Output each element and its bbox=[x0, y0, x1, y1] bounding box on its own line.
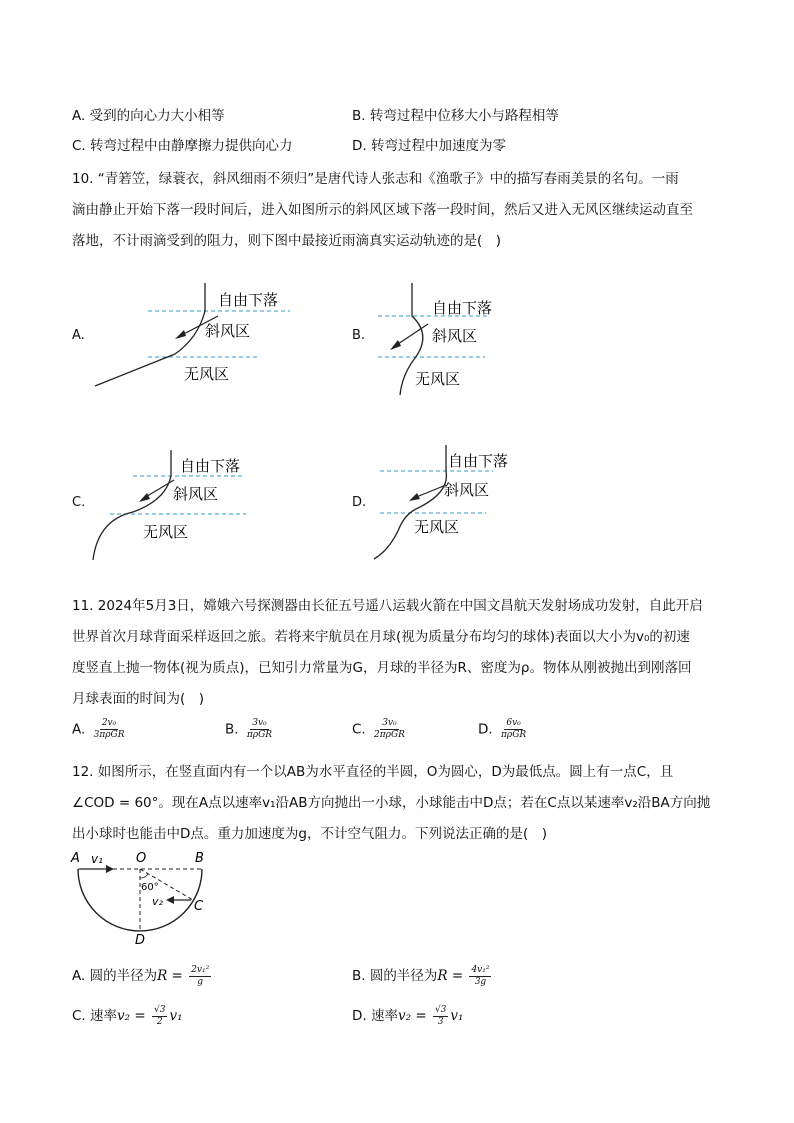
v1-label: v₁ bbox=[91, 852, 103, 866]
q11-line2: 世界首次月球背面采样返回之旅。若将来宇航员在月球(视为质量分布均匀的球体)表面以大小为v₀的初速 bbox=[72, 629, 690, 645]
svg-text:斜风区: 斜风区 bbox=[444, 481, 490, 499]
q12-line2: ∠COD = 60°。现在A点以速率v₁沿AB方向抛出一小球，小球能击中D点；若在C点以某速率v₂沿BA方向抛 bbox=[72, 795, 711, 811]
point-a-label: A bbox=[71, 851, 80, 866]
q12-option-b: B. 圆的半径为R = $\frac{\text{4v₁²}}{3g}$ bbox=[352, 964, 490, 987]
q10-figure-b bbox=[370, 280, 600, 400]
point-c-label: C bbox=[194, 899, 204, 914]
q10-line2: 滴由静止开始下落一段时间后，进入如图所示的斜风区域下落一段时间，然后又进入无风区继续运动直至 bbox=[72, 202, 693, 218]
point-b-label: B bbox=[195, 851, 204, 866]
svg-text:斜风区: 斜风区 bbox=[173, 485, 219, 503]
svg-text:自由下落: 自由下落 bbox=[180, 457, 241, 475]
q12-line1: 12. 如图所示，在竖直面内有一个以AB为水平直径的半圆，O为圆心，D为最低点。圆上有一点C，且 bbox=[72, 764, 674, 780]
svg-text:无风区: 无风区 bbox=[414, 518, 460, 536]
q11-option-d: D. $\frac{\text{6v₀}}{\text{πρGR}}$ bbox=[478, 718, 527, 740]
v2-label: v₂ bbox=[152, 895, 163, 908]
q9-option-a: A. 受到的向心力大小相等 bbox=[72, 108, 225, 124]
q12-line3: 出小球时也能击中D点。重力加速度为g，不计空气阻力。下列说法正确的是( ) bbox=[72, 826, 547, 842]
svg-text:自由下落: 自由下落 bbox=[432, 299, 493, 317]
angle-label: 60° bbox=[141, 882, 159, 893]
q12-option-d: D. 速率v₂ = $\frac{√3}{3}$ v₁ bbox=[352, 1004, 464, 1027]
q11-line4: 月球表面的时间为( ) bbox=[72, 691, 205, 707]
q10-line1: 10. “青箬笠，绿蓑衣，斜风细雨不须归”是唐代诗人张志和《渔歌子》中的描写春雨美景的名句。一雨 bbox=[72, 171, 679, 187]
q11-line1: 11. 2024年5月3日，嫦娥六号探测器由长征五号遥八运载火箭在中国文昌航天发射场成功发射，自此开启 bbox=[72, 598, 703, 614]
q9-option-c: C. 转弯过程中由静摩擦力提供向心力 bbox=[72, 138, 293, 154]
point-o-label: O bbox=[136, 851, 147, 866]
q11-option-a: A. $\frac{\text{2v₀}}{\text{3πρGR}}$ bbox=[72, 718, 125, 740]
q10-figure-c bbox=[88, 448, 318, 566]
q10-figure-d bbox=[368, 443, 598, 563]
q12-figure bbox=[66, 848, 226, 948]
q11-option-c: C. $\frac{\text{3v₀}}{\text{2πρGR}}$ bbox=[352, 718, 405, 740]
q12-option-c: C. 速率v₂ = $\frac{√3}{2}$ v₁ bbox=[72, 1004, 183, 1027]
point-d-label: D bbox=[135, 933, 146, 948]
no-wind-label: 无风区 bbox=[184, 365, 230, 383]
q11-option-b: B. $\frac{\text{3v₀}}{\text{πρGR}}$ bbox=[225, 718, 273, 740]
q10-option-a-label: A. bbox=[72, 328, 85, 343]
q11-line3: 度竖直上抛一物体(视为质点)，已知引力常量为G，月球的半径为R、密度为ρ。物体从刚被抛出到刚落回 bbox=[72, 660, 692, 676]
free-fall-label: 自由下落 bbox=[218, 291, 279, 309]
svg-text:斜风区: 斜风区 bbox=[432, 327, 478, 345]
q12-option-a: A. 圆的半径为R = $\frac{\text{2v₁²}}{g}$ bbox=[72, 964, 210, 987]
svg-text:无风区: 无风区 bbox=[415, 370, 461, 388]
q10-figure-a bbox=[90, 278, 320, 393]
svg-text:自由下落: 自由下落 bbox=[448, 452, 509, 470]
slant-wind-label: 斜风区 bbox=[205, 322, 251, 340]
q10-option-b-label: B. bbox=[352, 328, 366, 343]
q10-line3: 落地，不计雨滴受到的阻力，则下图中最接近雨滴真实运动轨迹的是( ) bbox=[72, 233, 502, 249]
q9-option-b: B. 转弯过程中位移大小与路程相等 bbox=[352, 108, 559, 124]
svg-text:无风区: 无风区 bbox=[143, 523, 189, 541]
q10-option-c-label: C. bbox=[72, 495, 86, 510]
q9-option-d: D. 转弯过程中加速度为零 bbox=[352, 138, 506, 154]
q10-option-d-label: D. bbox=[352, 495, 367, 510]
